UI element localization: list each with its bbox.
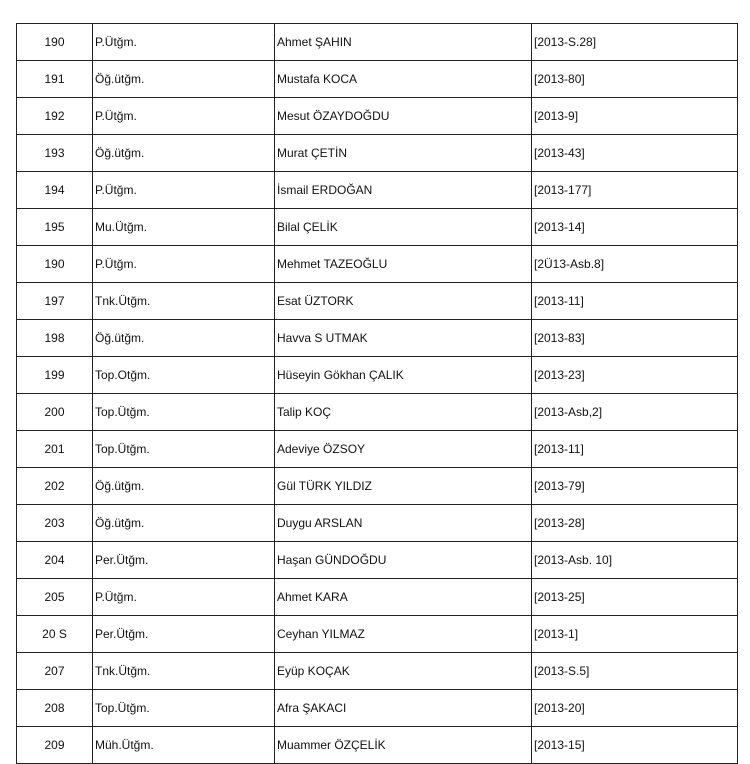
person-name-cell: Haşan GÜNDOĞDU <box>275 542 532 579</box>
row-number-cell: 194 <box>17 172 93 209</box>
reference-cell: [2013-Asb. 10] <box>532 542 738 579</box>
person-name-cell: Bilal ÇELİK <box>275 209 532 246</box>
person-name-cell: Esat ÜZTORK <box>275 283 532 320</box>
reference-cell: [2013-Asb,2] <box>532 394 738 431</box>
person-name-cell: Mesut ÖZAYDOĞDU <box>275 98 532 135</box>
person-name-cell: Ahmet ŞAHIN <box>275 24 532 61</box>
reference-cell: [2013-11] <box>532 283 738 320</box>
person-name-cell: Duygu ARSLAN <box>275 505 532 542</box>
row-number-cell: 201 <box>17 431 93 468</box>
table-row <box>17 209 738 246</box>
rank-cell: Öğ.ütğm. <box>93 320 275 357</box>
person-name-cell: Mustafa KOCA <box>275 61 532 98</box>
table-row <box>17 394 738 431</box>
reference-cell: [2013-15] <box>532 727 738 764</box>
table-row <box>17 653 738 690</box>
rank-cell: P.Ütğm. <box>93 98 275 135</box>
table-row <box>17 616 738 653</box>
reference-cell: [2013-1] <box>532 616 738 653</box>
rank-cell: Top.Ütğm. <box>93 394 275 431</box>
table-row <box>17 320 738 357</box>
reference-cell: [2013-25] <box>532 579 738 616</box>
reference-cell: [2013-23] <box>532 357 738 394</box>
row-number-cell: 190 <box>17 24 93 61</box>
row-number-cell: 192 <box>17 98 93 135</box>
rank-cell: Top.Ütğm. <box>93 431 275 468</box>
rank-cell: Müh.Ütğm. <box>93 727 275 764</box>
table-row <box>17 246 738 283</box>
row-number-cell: 204 <box>17 542 93 579</box>
table-row <box>17 357 738 394</box>
rank-cell: P.Ütğm. <box>93 579 275 616</box>
person-name-cell: Muammer ÖZÇELİK <box>275 727 532 764</box>
personnel-table <box>16 23 738 764</box>
reference-cell: [2013-S.5] <box>532 653 738 690</box>
reference-cell: [2013-83] <box>532 320 738 357</box>
table-row <box>17 727 738 764</box>
person-name-cell: Hüseyin Gökhan ÇALIK <box>275 357 532 394</box>
table-row <box>17 431 738 468</box>
person-name-cell: Havva S UTMAK <box>275 320 532 357</box>
table-row <box>17 98 738 135</box>
table-row <box>17 24 738 61</box>
row-number-cell: 20 S <box>17 616 93 653</box>
rank-cell: Top.Ütğm. <box>93 690 275 727</box>
table-row <box>17 690 738 727</box>
row-number-cell: 208 <box>17 690 93 727</box>
reference-cell: [2013-11] <box>532 431 738 468</box>
rank-cell: Top.Otğm. <box>93 357 275 394</box>
row-number-cell: 190 <box>17 246 93 283</box>
table-row <box>17 283 738 320</box>
rank-cell: Öğ.ütğm. <box>93 61 275 98</box>
person-name-cell: İsmail ERDOĞAN <box>275 172 532 209</box>
reference-cell: [2013-9] <box>532 98 738 135</box>
person-name-cell: Murat ÇETİN <box>275 135 532 172</box>
table-row <box>17 505 738 542</box>
person-name-cell: Mehmet TAZEOĞLU <box>275 246 532 283</box>
rank-cell: Mu.Ütğm. <box>93 209 275 246</box>
row-number-cell: 195 <box>17 209 93 246</box>
row-number-cell: 205 <box>17 579 93 616</box>
rank-cell: P.Ütğm. <box>93 172 275 209</box>
person-name-cell: Ahmet KARA <box>275 579 532 616</box>
row-number-cell: 197 <box>17 283 93 320</box>
row-number-cell: 193 <box>17 135 93 172</box>
reference-cell: [2013-79] <box>532 468 738 505</box>
reference-cell: [2013-80] <box>532 61 738 98</box>
person-name-cell: Eyüp KOÇAK <box>275 653 532 690</box>
rank-cell: P.Ütğm. <box>93 24 275 61</box>
table-row <box>17 468 738 505</box>
row-number-cell: 200 <box>17 394 93 431</box>
table-row <box>17 61 738 98</box>
reference-cell: [2013-28] <box>532 505 738 542</box>
rank-cell: Öğ.ütğm. <box>93 505 275 542</box>
row-number-cell: 209 <box>17 727 93 764</box>
table-row <box>17 135 738 172</box>
rank-cell: Tnk.Ütğm. <box>93 283 275 320</box>
rank-cell: Per.Ütğm. <box>93 542 275 579</box>
person-name-cell: Ceyhan YILMAZ <box>275 616 532 653</box>
reference-cell: [2013-S.28] <box>532 24 738 61</box>
table-row <box>17 542 738 579</box>
row-number-cell: 202 <box>17 468 93 505</box>
reference-cell: [2013-177] <box>532 172 738 209</box>
row-number-cell: 203 <box>17 505 93 542</box>
person-name-cell: Afra ŞAKACI <box>275 690 532 727</box>
person-name-cell: Gül TÜRK YILDIZ <box>275 468 532 505</box>
rank-cell: Öğ.ütğm. <box>93 468 275 505</box>
rank-cell: P.Ütğm. <box>93 246 275 283</box>
rank-cell: Per.Ütğm. <box>93 616 275 653</box>
row-number-cell: 198 <box>17 320 93 357</box>
reference-cell: [2013-43] <box>532 135 738 172</box>
person-name-cell: Talip KOÇ <box>275 394 532 431</box>
reference-cell: [2013-20] <box>532 690 738 727</box>
person-name-cell: Adeviye ÖZSOY <box>275 431 532 468</box>
row-number-cell: 199 <box>17 357 93 394</box>
row-number-cell: 207 <box>17 653 93 690</box>
reference-cell: [2013-14] <box>532 209 738 246</box>
rank-cell: Öğ.ütğm. <box>93 135 275 172</box>
personnel-table-body <box>17 24 738 764</box>
row-number-cell: 191 <box>17 61 93 98</box>
reference-cell: [2Ü13-Asb.8] <box>532 246 738 283</box>
table-row <box>17 172 738 209</box>
rank-cell: Tnk.Ütğm. <box>93 653 275 690</box>
table-row <box>17 579 738 616</box>
